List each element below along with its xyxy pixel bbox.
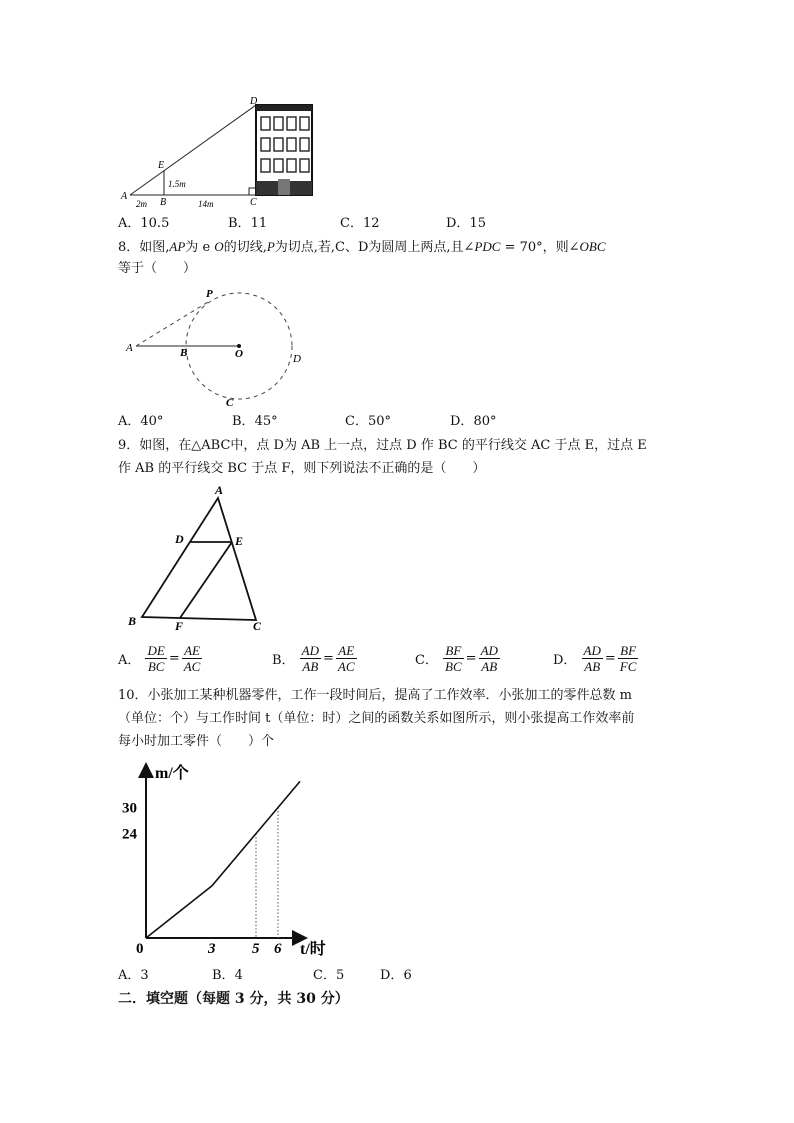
q10-option-c-letter: C． — [313, 968, 336, 983]
q8-option-d — [450, 411, 496, 433]
q7-label-b: B — [160, 197, 167, 208]
q10-x-axis-label: t/时 — [300, 941, 326, 958]
q7-measure-eb: 1.5m — [168, 179, 186, 189]
q9-option-d-n2: BF — [618, 643, 639, 659]
q9-option-b — [272, 643, 357, 674]
q8-option-c — [345, 411, 391, 433]
q9-label-d: D — [175, 532, 184, 546]
q7-option-b-value: 11 — [250, 216, 268, 231]
q8-text-obc: OBC — [579, 239, 606, 254]
q7-label-e: E — [158, 160, 165, 171]
q9-option-c-frac2 — [479, 643, 500, 674]
q9-option-a-frac2 — [182, 643, 203, 674]
q9-option-a-n1: DE — [147, 643, 165, 658]
q8-question-line2: 等于（ ） — [118, 261, 197, 276]
q10-option-c — [313, 965, 344, 987]
q9-option-d-letter: D． — [553, 653, 577, 668]
q10-x-tick-3: 3 — [208, 941, 216, 957]
q9-option-d-d2: FC — [619, 659, 637, 674]
q8-option-a-value: 40° — [140, 414, 164, 429]
q8-label-c: C — [226, 397, 234, 409]
q8-option-d-value: 80° — [473, 414, 497, 429]
q8-label-o: O — [235, 348, 243, 360]
q9-label-e: E — [235, 534, 244, 548]
q9-option-a-letter: A． — [118, 653, 141, 668]
q9-option-a — [118, 643, 202, 674]
q7-option-c-value: 12 — [362, 216, 380, 231]
q10-option-a — [118, 965, 149, 987]
q10-option-d — [380, 965, 412, 987]
q8-text-pdc: PDC — [474, 239, 501, 254]
q10-y-axis-label: m/个 — [155, 765, 189, 782]
q9-option-d-eq: = — [604, 651, 616, 666]
q9-option-c — [415, 643, 500, 674]
q8-label-a: A — [126, 342, 133, 354]
q9-label-c: C — [253, 619, 262, 633]
q8-option-b — [232, 411, 278, 433]
q7-option-d-letter: D． — [446, 216, 470, 231]
q7-option-a-letter: A． — [118, 216, 141, 231]
q9-option-b-n1: AD — [301, 643, 319, 658]
q9-option-b-frac2 — [336, 643, 357, 674]
q8-text-mid3: 为切点,若,C、D为圆周上两点,且∠ — [274, 240, 475, 255]
q8-option-b-letter: B． — [232, 414, 255, 429]
q7-option-b — [228, 213, 267, 235]
q8-label-d: D — [293, 353, 301, 365]
q10-x-tick-0: 0 — [136, 941, 144, 957]
q10-option-b — [212, 965, 243, 987]
q9-option-a-n2: AE — [182, 643, 203, 659]
q7-measure-bc: 14m — [198, 199, 214, 209]
q10-option-b-value: 4 — [234, 968, 243, 983]
q7-option-a-value: 10.5 — [140, 216, 170, 231]
section-2-heading: 二．填空题（每题 3 分，共 30 分） — [118, 991, 349, 1007]
q10-question-line1: 10．小张加工某种机器零件，工作一段时间后，提高了工作效率．小张加工的零件总数 m — [118, 688, 633, 703]
q8-option-c-value: 50° — [367, 414, 391, 429]
q10-option-a-letter: A． — [118, 968, 141, 983]
q9-option-a-d2: AC — [183, 659, 201, 674]
q8-text-prefix: 8．如图, — [118, 240, 170, 255]
q9-question-line1: 9．如图，在△ABC中，点 D为 AB 上一点，过点 D 作 BC 的平行线交 AC 于点 E，过点 E — [118, 438, 647, 453]
q9-option-c-n1: BF — [443, 643, 464, 659]
q8-option-d-letter: D． — [450, 414, 474, 429]
q7-option-b-letter: B． — [228, 216, 251, 231]
q8-text-mid2: 的切线, — [223, 240, 267, 255]
q8-label-p: P — [206, 288, 213, 300]
q9-option-a-eq: = — [168, 651, 180, 666]
q10-question-line3: 每小时加工零件（ ）个 — [118, 734, 275, 749]
q10-chart — [110, 760, 370, 965]
q10-option-d-value: 6 — [403, 968, 412, 983]
q10-option-b-letter: B． — [212, 968, 235, 983]
q9-option-d-frac1 — [582, 643, 603, 674]
q8-text-mid1: 为 — [185, 240, 199, 255]
q9-option-b-eq: = — [323, 651, 334, 666]
q9-label-a: A — [215, 483, 224, 497]
q9-label-b: B — [128, 614, 137, 628]
q7-option-a — [118, 213, 169, 235]
q7-label-a: A — [121, 191, 128, 202]
q9-figure — [118, 480, 278, 635]
q10-option-d-letter: D． — [380, 968, 404, 983]
q9-option-c-n2: AD — [480, 643, 498, 658]
q9-option-b-n2: AE — [336, 643, 357, 659]
q10-option-c-value: 5 — [335, 968, 345, 983]
q8-text-circle: e — [202, 240, 211, 255]
q9-option-c-frac1 — [443, 643, 464, 674]
q9-option-d — [553, 643, 638, 674]
q9-option-d-frac2 — [618, 643, 639, 674]
q8-option-c-letter: C． — [345, 414, 368, 429]
q10-series-m — [146, 781, 300, 938]
q9-question-line2: 作 AB 的平行线交 BC 于点 F，则下列说法不正确的是（ ） — [118, 461, 486, 476]
q9-option-b-letter: B． — [272, 653, 295, 668]
q7-measure-ab: 2m — [136, 199, 147, 209]
q9-option-b-frac1 — [300, 643, 321, 674]
q8-text-ap: AP — [169, 239, 186, 254]
q9-option-c-d2: AB — [481, 659, 498, 674]
q9-option-d-d1: AB — [584, 659, 601, 674]
q9-option-a-frac1 — [145, 643, 166, 674]
q8-figure — [118, 284, 318, 414]
q9-option-a-d1: BC — [147, 659, 165, 674]
q8-text-mid4: = 70°，则∠ — [500, 240, 580, 255]
q8-label-b: B — [180, 347, 188, 359]
q7-label-d: D — [250, 96, 258, 107]
q10-option-a-value: 3 — [140, 968, 149, 983]
q10-x-tick-5: 5 — [252, 941, 260, 957]
q10-y-tick-30: 30 — [122, 800, 137, 817]
q10-y-tick-24: 24 — [122, 826, 137, 843]
q8-option-a — [118, 411, 163, 433]
q10-x-tick-6: 6 — [274, 941, 282, 957]
q7-option-c — [340, 213, 380, 235]
q7-option-d — [446, 213, 486, 235]
q10-question-line2: （单位：个）与工作时间 t（单位：时）之间的函数关系如图所示，则小张提高工作效率前 — [118, 711, 635, 726]
q9-option-c-d1: BC — [445, 659, 462, 674]
q7-option-d-value: 15 — [469, 216, 486, 231]
q8-option-a-letter: A． — [118, 414, 141, 429]
q8-option-b-value: 45° — [254, 414, 278, 429]
q7-figure — [118, 95, 318, 211]
q7-label-c: C — [250, 197, 257, 208]
q9-option-c-letter: C． — [415, 653, 438, 668]
q9-option-d-n1: AD — [583, 643, 601, 658]
q9-option-b-d1: AB — [302, 659, 319, 674]
q9-option-c-eq: = — [465, 651, 477, 666]
q9-option-b-d2: AC — [337, 659, 355, 674]
q8-question-line1 — [118, 236, 606, 259]
q8-text-p: P — [266, 239, 275, 254]
q9-label-f: F — [175, 619, 184, 633]
q7-option-c-letter: C． — [340, 216, 363, 231]
q8-text-o: O — [214, 239, 224, 254]
